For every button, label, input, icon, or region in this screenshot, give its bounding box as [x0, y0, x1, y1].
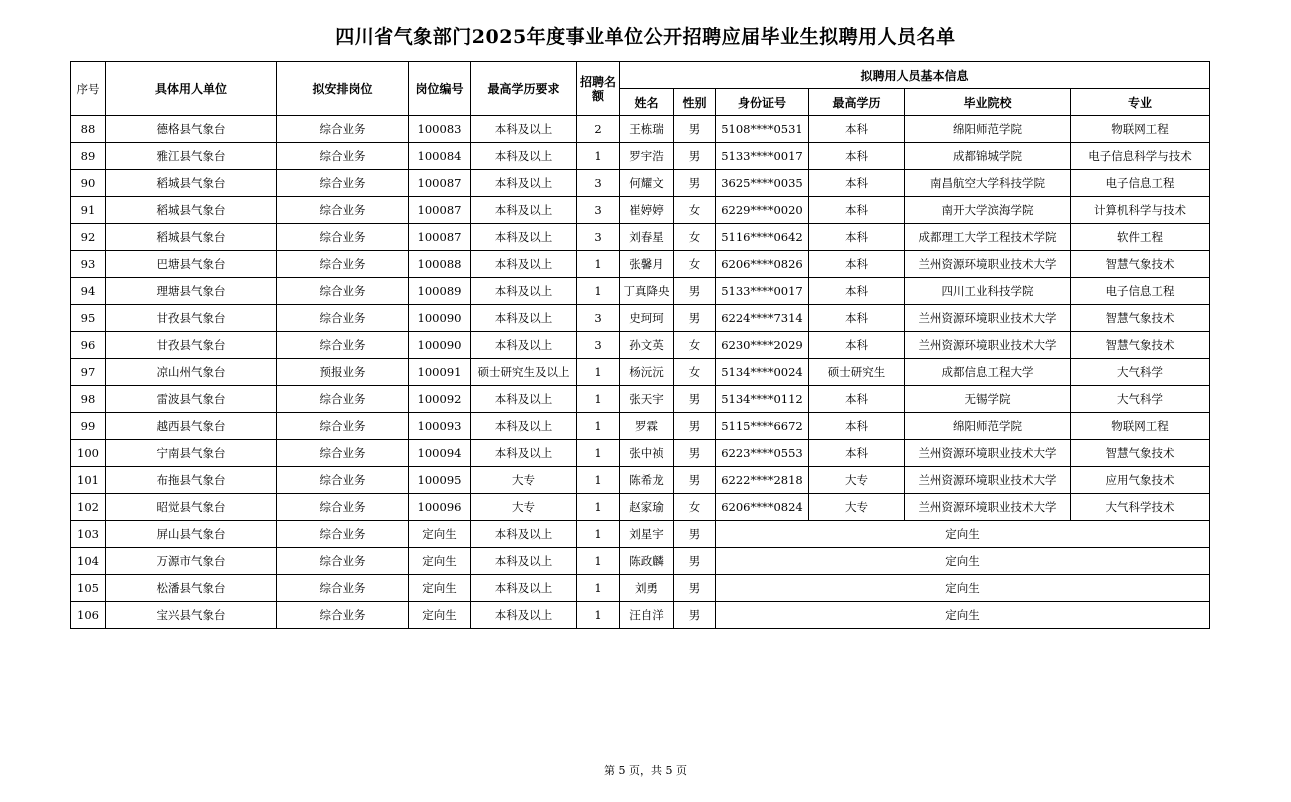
table-row: [71, 413, 1210, 440]
cell-unit: 屏山县气象台: [106, 521, 277, 548]
cell-major: 应用气象技术: [1071, 467, 1210, 494]
cell-edu: 本科: [809, 251, 905, 278]
cell-school: 成都信息工程大学: [905, 359, 1071, 386]
cell-code: 100090: [409, 332, 471, 359]
cell-gender: 女: [674, 197, 716, 224]
cell-edu: 本科: [809, 224, 905, 251]
cell-code: 定向生: [409, 548, 471, 575]
cell-name: 崔婷婷: [620, 197, 674, 224]
cell-edu: 本科: [809, 170, 905, 197]
cell-unit: 越西县气象台: [106, 413, 277, 440]
table-row: [71, 521, 1210, 548]
cell-seq: 92: [71, 224, 106, 251]
cell-major: 智慧气象技术: [1071, 251, 1210, 278]
cell-edu: 本科: [809, 305, 905, 332]
cell-name: 张中祯: [620, 440, 674, 467]
cell-unit: 雅江县气象台: [106, 143, 277, 170]
col-edu-req: 最高学历要求: [471, 62, 577, 116]
table-row: [71, 116, 1210, 143]
cell-school: 兰州资源环境职业技术大学: [905, 332, 1071, 359]
col-gender: 性别: [674, 89, 716, 116]
cell-quota: 1: [577, 278, 620, 305]
cell-unit: 凉山州气象台: [106, 359, 277, 386]
cell-gender: 男: [674, 575, 716, 602]
cell-req: 本科及以上: [471, 602, 577, 629]
cell-req: 大专: [471, 467, 577, 494]
cell-unit: 宝兴县气象台: [106, 602, 277, 629]
cell-gender: 男: [674, 602, 716, 629]
cell-edu: 本科: [809, 197, 905, 224]
cell-code: 100087: [409, 197, 471, 224]
cell-gender: 女: [674, 494, 716, 521]
cell-school: 绵阳师范学院: [905, 116, 1071, 143]
cell-seq: 98: [71, 386, 106, 413]
cell-major: 物联网工程: [1071, 116, 1210, 143]
cell-school: 兰州资源环境职业技术大学: [905, 494, 1071, 521]
table-row: [71, 440, 1210, 467]
cell-id: 5108****0531: [716, 116, 809, 143]
cell-unit: 德格县气象台: [106, 116, 277, 143]
cell-name: 何耀文: [620, 170, 674, 197]
cell-unit: 雷波县气象台: [106, 386, 277, 413]
cell-req: 本科及以上: [471, 143, 577, 170]
cell-quota: 3: [577, 332, 620, 359]
cell-name: 丁真降央: [620, 278, 674, 305]
col-post-code: 岗位编号: [409, 62, 471, 116]
col-unit: 具体用人单位: [106, 62, 277, 116]
cell-req: 本科及以上: [471, 251, 577, 278]
cell-edu: 本科: [809, 386, 905, 413]
cell-post: 综合业务: [277, 197, 409, 224]
table-row: [71, 305, 1210, 332]
cell-edu: 本科: [809, 143, 905, 170]
cell-req: 本科及以上: [471, 305, 577, 332]
cell-name: 汪自洋: [620, 602, 674, 629]
cell-req: 本科及以上: [471, 548, 577, 575]
cell-post: 综合业务: [277, 548, 409, 575]
cell-seq: 93: [71, 251, 106, 278]
cell-gender: 女: [674, 359, 716, 386]
cell-quota: 1: [577, 251, 620, 278]
cell-seq: 101: [71, 467, 106, 494]
table-row: [71, 575, 1210, 602]
cell-post: 综合业务: [277, 251, 409, 278]
cell-major: 计算机科学与技术: [1071, 197, 1210, 224]
cell-quota: 1: [577, 602, 620, 629]
cell-seq: 94: [71, 278, 106, 305]
cell-school: 四川工业科技学院: [905, 278, 1071, 305]
cell-quota: 1: [577, 548, 620, 575]
cell-req: 大专: [471, 494, 577, 521]
cell-directed-note: 定向生: [716, 575, 1210, 602]
cell-id: 5116****0642: [716, 224, 809, 251]
table-header: [71, 62, 1210, 116]
cell-req: 本科及以上: [471, 413, 577, 440]
cell-quota: 1: [577, 440, 620, 467]
cell-gender: 男: [674, 170, 716, 197]
cell-major: 电子信息工程: [1071, 278, 1210, 305]
cell-id: 6224****7314: [716, 305, 809, 332]
cell-major: 大气科学: [1071, 386, 1210, 413]
cell-post: 综合业务: [277, 413, 409, 440]
cell-code: 100091: [409, 359, 471, 386]
cell-gender: 男: [674, 467, 716, 494]
cell-quota: 1: [577, 467, 620, 494]
cell-req: 本科及以上: [471, 197, 577, 224]
cell-school: 无锡学院: [905, 386, 1071, 413]
table-row: [71, 386, 1210, 413]
cell-unit: 甘孜县气象台: [106, 332, 277, 359]
table-row: [71, 494, 1210, 521]
cell-req: 本科及以上: [471, 332, 577, 359]
cell-unit: 甘孜县气象台: [106, 305, 277, 332]
cell-name: 陈政麟: [620, 548, 674, 575]
cell-id: 6229****0020: [716, 197, 809, 224]
cell-quota: 1: [577, 494, 620, 521]
cell-id: 6206****0826: [716, 251, 809, 278]
cell-name: 王栋瑞: [620, 116, 674, 143]
cell-directed-note: 定向生: [716, 521, 1210, 548]
cell-post: 综合业务: [277, 575, 409, 602]
col-quota: 招聘名额: [577, 62, 620, 116]
cell-req: 本科及以上: [471, 224, 577, 251]
cell-gender: 男: [674, 143, 716, 170]
cell-seq: 102: [71, 494, 106, 521]
cell-post: 预报业务: [277, 359, 409, 386]
cell-unit: 昭觉县气象台: [106, 494, 277, 521]
cell-post: 综合业务: [277, 224, 409, 251]
cell-name: 孙文英: [620, 332, 674, 359]
table-row: [71, 170, 1210, 197]
cell-quota: 3: [577, 170, 620, 197]
cell-id: 5133****0017: [716, 278, 809, 305]
table-row: [71, 602, 1210, 629]
col-post: 拟安排岗位: [277, 62, 409, 116]
cell-code: 100095: [409, 467, 471, 494]
cell-gender: 男: [674, 413, 716, 440]
cell-edu: 本科: [809, 278, 905, 305]
cell-id: 3625****0035: [716, 170, 809, 197]
table-row: [71, 359, 1210, 386]
cell-code: 100096: [409, 494, 471, 521]
hiring-table: [70, 61, 1210, 629]
cell-post: 综合业务: [277, 602, 409, 629]
cell-unit: 宁南县气象台: [106, 440, 277, 467]
col-name: 姓名: [620, 89, 674, 116]
cell-id: 5134****0024: [716, 359, 809, 386]
cell-unit: 松潘县气象台: [106, 575, 277, 602]
cell-name: 刘勇: [620, 575, 674, 602]
cell-id: 6230****2029: [716, 332, 809, 359]
cell-post: 综合业务: [277, 143, 409, 170]
cell-gender: 男: [674, 521, 716, 548]
cell-code: 100094: [409, 440, 471, 467]
cell-quota: 1: [577, 143, 620, 170]
cell-code: 100087: [409, 224, 471, 251]
cell-id: 5115****6672: [716, 413, 809, 440]
cell-code: 100092: [409, 386, 471, 413]
cell-seq: 104: [71, 548, 106, 575]
cell-school: 兰州资源环境职业技术大学: [905, 440, 1071, 467]
cell-req: 本科及以上: [471, 278, 577, 305]
cell-school: 成都锦城学院: [905, 143, 1071, 170]
cell-seq: 90: [71, 170, 106, 197]
cell-seq: 95: [71, 305, 106, 332]
cell-id: 5133****0017: [716, 143, 809, 170]
cell-name: 史珂珂: [620, 305, 674, 332]
cell-code: 100083: [409, 116, 471, 143]
cell-req: 本科及以上: [471, 575, 577, 602]
cell-major: 大气科学: [1071, 359, 1210, 386]
cell-major: 大气科学技术: [1071, 494, 1210, 521]
cell-unit: 稻城县气象台: [106, 197, 277, 224]
cell-major: 电子信息科学与技术: [1071, 143, 1210, 170]
cell-edu: 硕士研究生: [809, 359, 905, 386]
cell-quota: 1: [577, 386, 620, 413]
cell-major: 智慧气象技术: [1071, 305, 1210, 332]
cell-req: 本科及以上: [471, 170, 577, 197]
cell-gender: 男: [674, 305, 716, 332]
cell-name: 刘星宇: [620, 521, 674, 548]
cell-quota: 3: [577, 224, 620, 251]
col-seq: 序号: [71, 62, 106, 116]
cell-gender: 女: [674, 251, 716, 278]
table-row: [71, 278, 1210, 305]
cell-seq: 89: [71, 143, 106, 170]
cell-gender: 男: [674, 116, 716, 143]
cell-school: 兰州资源环境职业技术大学: [905, 467, 1071, 494]
col-school: 毕业院校: [905, 89, 1071, 116]
cell-gender: 女: [674, 224, 716, 251]
cell-req: 硕士研究生及以上: [471, 359, 577, 386]
cell-gender: 女: [674, 332, 716, 359]
cell-name: 张天宇: [620, 386, 674, 413]
cell-unit: 稻城县气象台: [106, 224, 277, 251]
cell-post: 综合业务: [277, 116, 409, 143]
cell-quota: 2: [577, 116, 620, 143]
col-edu: 最高学历: [809, 89, 905, 116]
table-row: [71, 332, 1210, 359]
cell-school: 成都理工大学工程技术学院: [905, 224, 1071, 251]
cell-unit: 巴塘县气象台: [106, 251, 277, 278]
cell-req: 本科及以上: [471, 440, 577, 467]
cell-gender: 男: [674, 548, 716, 575]
cell-name: 陈希龙: [620, 467, 674, 494]
cell-post: 综合业务: [277, 521, 409, 548]
cell-quota: 1: [577, 575, 620, 602]
cell-seq: 105: [71, 575, 106, 602]
cell-school: 兰州资源环境职业技术大学: [905, 305, 1071, 332]
cell-seq: 91: [71, 197, 106, 224]
table-row: [71, 224, 1210, 251]
col-major: 专业: [1071, 89, 1210, 116]
cell-id: 6222****2818: [716, 467, 809, 494]
cell-gender: 男: [674, 386, 716, 413]
cell-major: 智慧气象技术: [1071, 440, 1210, 467]
cell-code: 100084: [409, 143, 471, 170]
cell-seq: 99: [71, 413, 106, 440]
cell-name: 赵家瑜: [620, 494, 674, 521]
cell-edu: 本科: [809, 440, 905, 467]
cell-id: 6223****0553: [716, 440, 809, 467]
cell-seq: 100: [71, 440, 106, 467]
col-id: 身份证号: [716, 89, 809, 116]
cell-post: 综合业务: [277, 170, 409, 197]
table-row: [71, 197, 1210, 224]
cell-major: 软件工程: [1071, 224, 1210, 251]
cell-post: 综合业务: [277, 305, 409, 332]
cell-quota: 1: [577, 359, 620, 386]
page-title: 四川省气象部门2025年度事业单位公开招聘应届毕业生拟聘用人员名单: [335, 26, 956, 48]
cell-quota: 1: [577, 413, 620, 440]
cell-gender: 男: [674, 440, 716, 467]
cell-code: 100087: [409, 170, 471, 197]
cell-edu: 大专: [809, 467, 905, 494]
cell-req: 本科及以上: [471, 386, 577, 413]
table-row: [71, 143, 1210, 170]
cell-directed-note: 定向生: [716, 548, 1210, 575]
cell-code: 定向生: [409, 521, 471, 548]
cell-post: 综合业务: [277, 494, 409, 521]
cell-unit: 稻城县气象台: [106, 170, 277, 197]
cell-seq: 103: [71, 521, 106, 548]
cell-name: 刘春星: [620, 224, 674, 251]
cell-school: 兰州资源环境职业技术大学: [905, 251, 1071, 278]
cell-unit: 布拖县气象台: [106, 467, 277, 494]
cell-major: 智慧气象技术: [1071, 332, 1210, 359]
cell-name: 罗宇浩: [620, 143, 674, 170]
cell-id: 5134****0112: [716, 386, 809, 413]
table-row: [71, 251, 1210, 278]
cell-major: 电子信息工程: [1071, 170, 1210, 197]
cell-unit: 理塘县气象台: [106, 278, 277, 305]
cell-code: 100088: [409, 251, 471, 278]
cell-code: 100089: [409, 278, 471, 305]
table-row: [71, 548, 1210, 575]
cell-gender: 男: [674, 278, 716, 305]
col-group: 拟聘用人员基本信息: [620, 62, 1210, 89]
cell-post: 综合业务: [277, 440, 409, 467]
cell-post: 综合业务: [277, 467, 409, 494]
cell-quota: 1: [577, 521, 620, 548]
cell-school: 南昌航空大学科技学院: [905, 170, 1071, 197]
cell-edu: 大专: [809, 494, 905, 521]
cell-edu: 本科: [809, 413, 905, 440]
cell-directed-note: 定向生: [716, 602, 1210, 629]
page-footer: 第 5 页，共 5 页: [604, 764, 687, 777]
cell-quota: 3: [577, 305, 620, 332]
cell-post: 综合业务: [277, 278, 409, 305]
cell-edu: 本科: [809, 332, 905, 359]
cell-name: 杨沅沅: [620, 359, 674, 386]
cell-code: 100093: [409, 413, 471, 440]
cell-school: 南开大学滨海学院: [905, 197, 1071, 224]
cell-seq: 96: [71, 332, 106, 359]
table-body: [71, 116, 1210, 629]
cell-major: 物联网工程: [1071, 413, 1210, 440]
cell-name: 罗霖: [620, 413, 674, 440]
cell-quota: 3: [577, 197, 620, 224]
cell-req: 本科及以上: [471, 116, 577, 143]
cell-code: 定向生: [409, 602, 471, 629]
cell-unit: 万源市气象台: [106, 548, 277, 575]
cell-school: 绵阳师范学院: [905, 413, 1071, 440]
cell-seq: 97: [71, 359, 106, 386]
cell-req: 本科及以上: [471, 521, 577, 548]
cell-id: 6206****0824: [716, 494, 809, 521]
cell-code: 100090: [409, 305, 471, 332]
cell-post: 综合业务: [277, 332, 409, 359]
cell-code: 定向生: [409, 575, 471, 602]
cell-seq: 88: [71, 116, 106, 143]
cell-edu: 本科: [809, 116, 905, 143]
cell-name: 张馨月: [620, 251, 674, 278]
table-row: [71, 467, 1210, 494]
cell-post: 综合业务: [277, 386, 409, 413]
cell-seq: 106: [71, 602, 106, 629]
